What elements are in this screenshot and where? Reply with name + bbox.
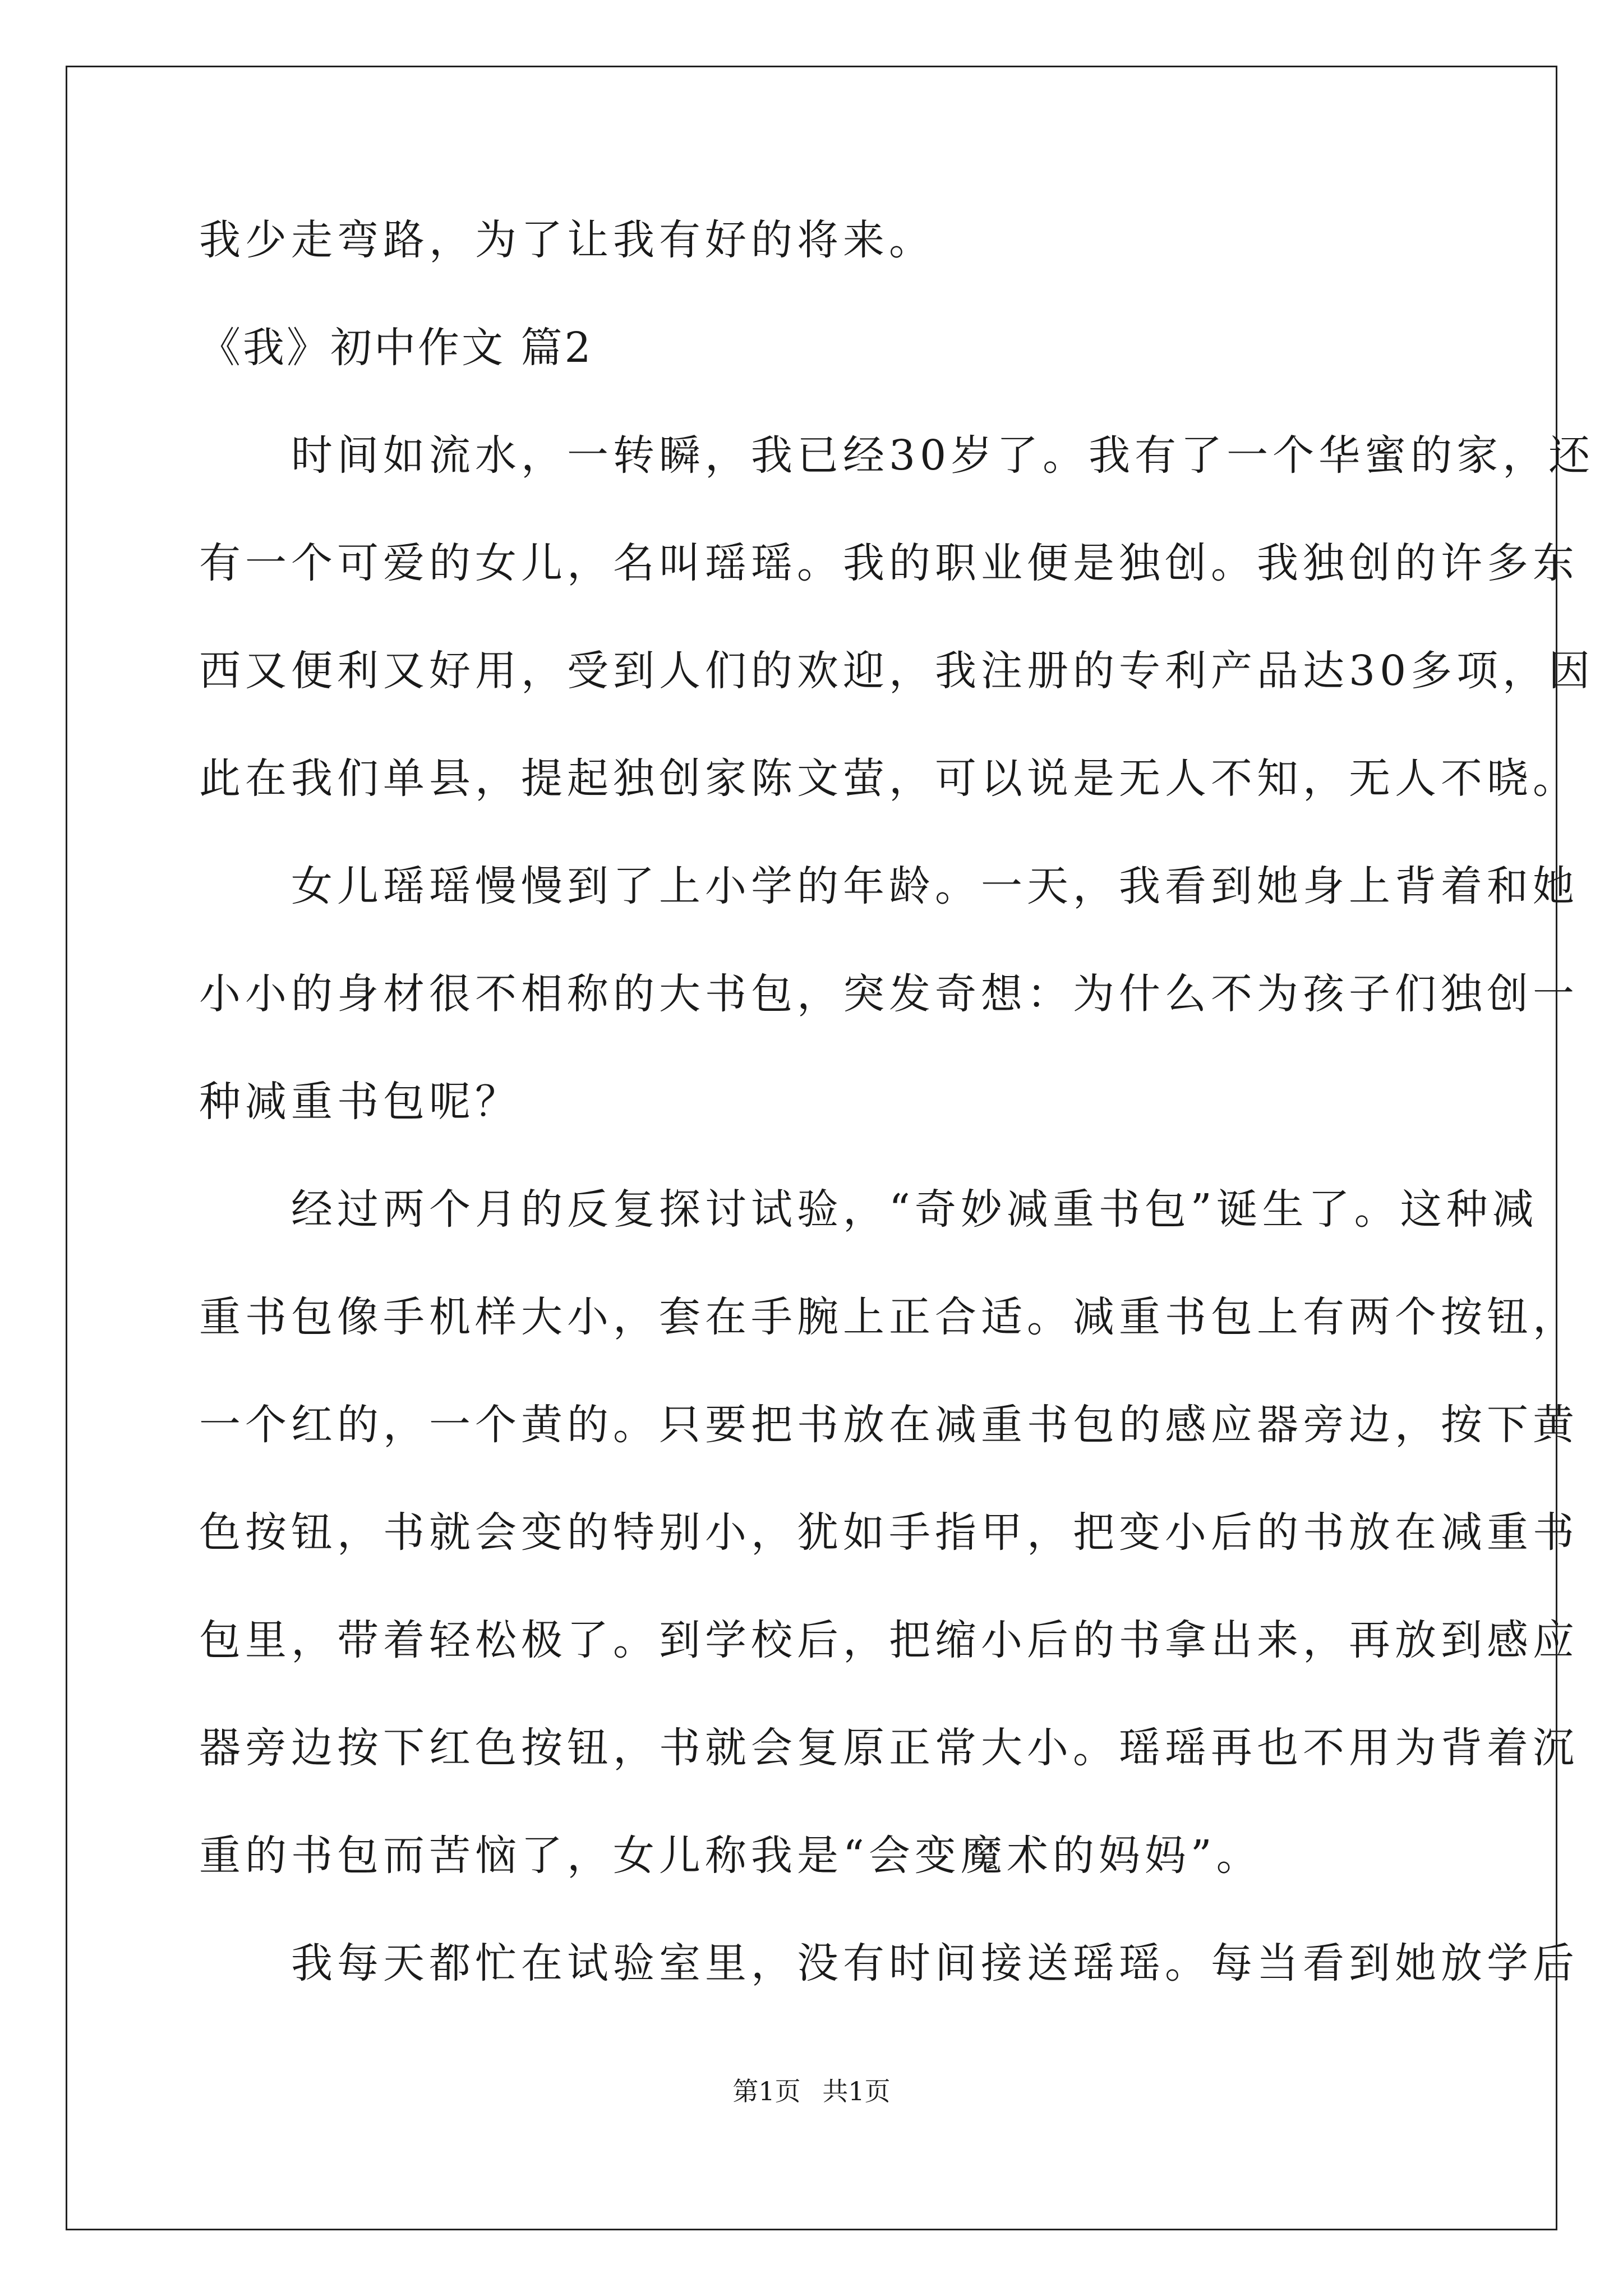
- page-total: 共1页: [822, 2076, 891, 2106]
- text-line: 我少走弯路，为了让我有好的将来。: [199, 216, 935, 264]
- text-line: 重书包像手机样大小，套在手腕上正合适。减重书包上有两个按钮，: [199, 1293, 1579, 1341]
- text-line: 女儿瑶瑶慢慢到了上小学的年龄。一天，我看到她身上背着和她: [199, 862, 1579, 910]
- text-line: 时间如流水，一转瞬，我已经30岁了。我有了一个华蜜的家，还: [199, 431, 1595, 480]
- text-line: 色按钮，书就会变的特别小，犹如手指甲，把变小后的书放在减重书: [199, 1508, 1579, 1557]
- page-number: 第1页: [732, 2076, 801, 2106]
- text-line: 重的书包而苦恼了，女儿称我是“会变魔术的妈妈”。: [199, 1832, 1262, 1880]
- text-line: 西又便利又好用，受到人们的欢迎，我注册的专利产品达30多项，因: [199, 647, 1595, 695]
- text-line: 包里，带着轻松极了。到学校后，把缩小后的书拿出来，再放到感应: [199, 1616, 1579, 1664]
- text-line: 器旁边按下红色按钮，书就会复原正常大小。瑶瑶再也不用为背着沉: [199, 1724, 1579, 1772]
- text-line: 一个红的，一个黄的。只要把书放在减重书包的感应器旁边，按下黄: [199, 1401, 1579, 1449]
- text-line: 种减重书包呢？: [199, 1078, 521, 1126]
- text-line: 经过两个月的反复探讨试验，“奇妙减重书包”诞生了。这种减: [199, 1185, 1538, 1234]
- text-line: 我每天都忙在试验室里，没有时间接送瑶瑶。每当看到她放学后: [199, 1939, 1579, 1987]
- document-body: [199, 213, 1595, 2044]
- text-line: 有一个可爱的女儿，名叫瑶瑶。我的职业便是独创。我独创的许多东: [199, 539, 1579, 587]
- text-line: 此在我们单县，提起独创家陈文萤，可以说是无人不知，无人不晓。: [199, 754, 1579, 803]
- section-heading: 《我》初中作文 篇2: [199, 324, 593, 372]
- text-line: 小小的身材很不相称的大书包，突发奇想：为什么不为孩子们独创一: [199, 970, 1579, 1018]
- page-footer: [0, 2074, 1623, 2108]
